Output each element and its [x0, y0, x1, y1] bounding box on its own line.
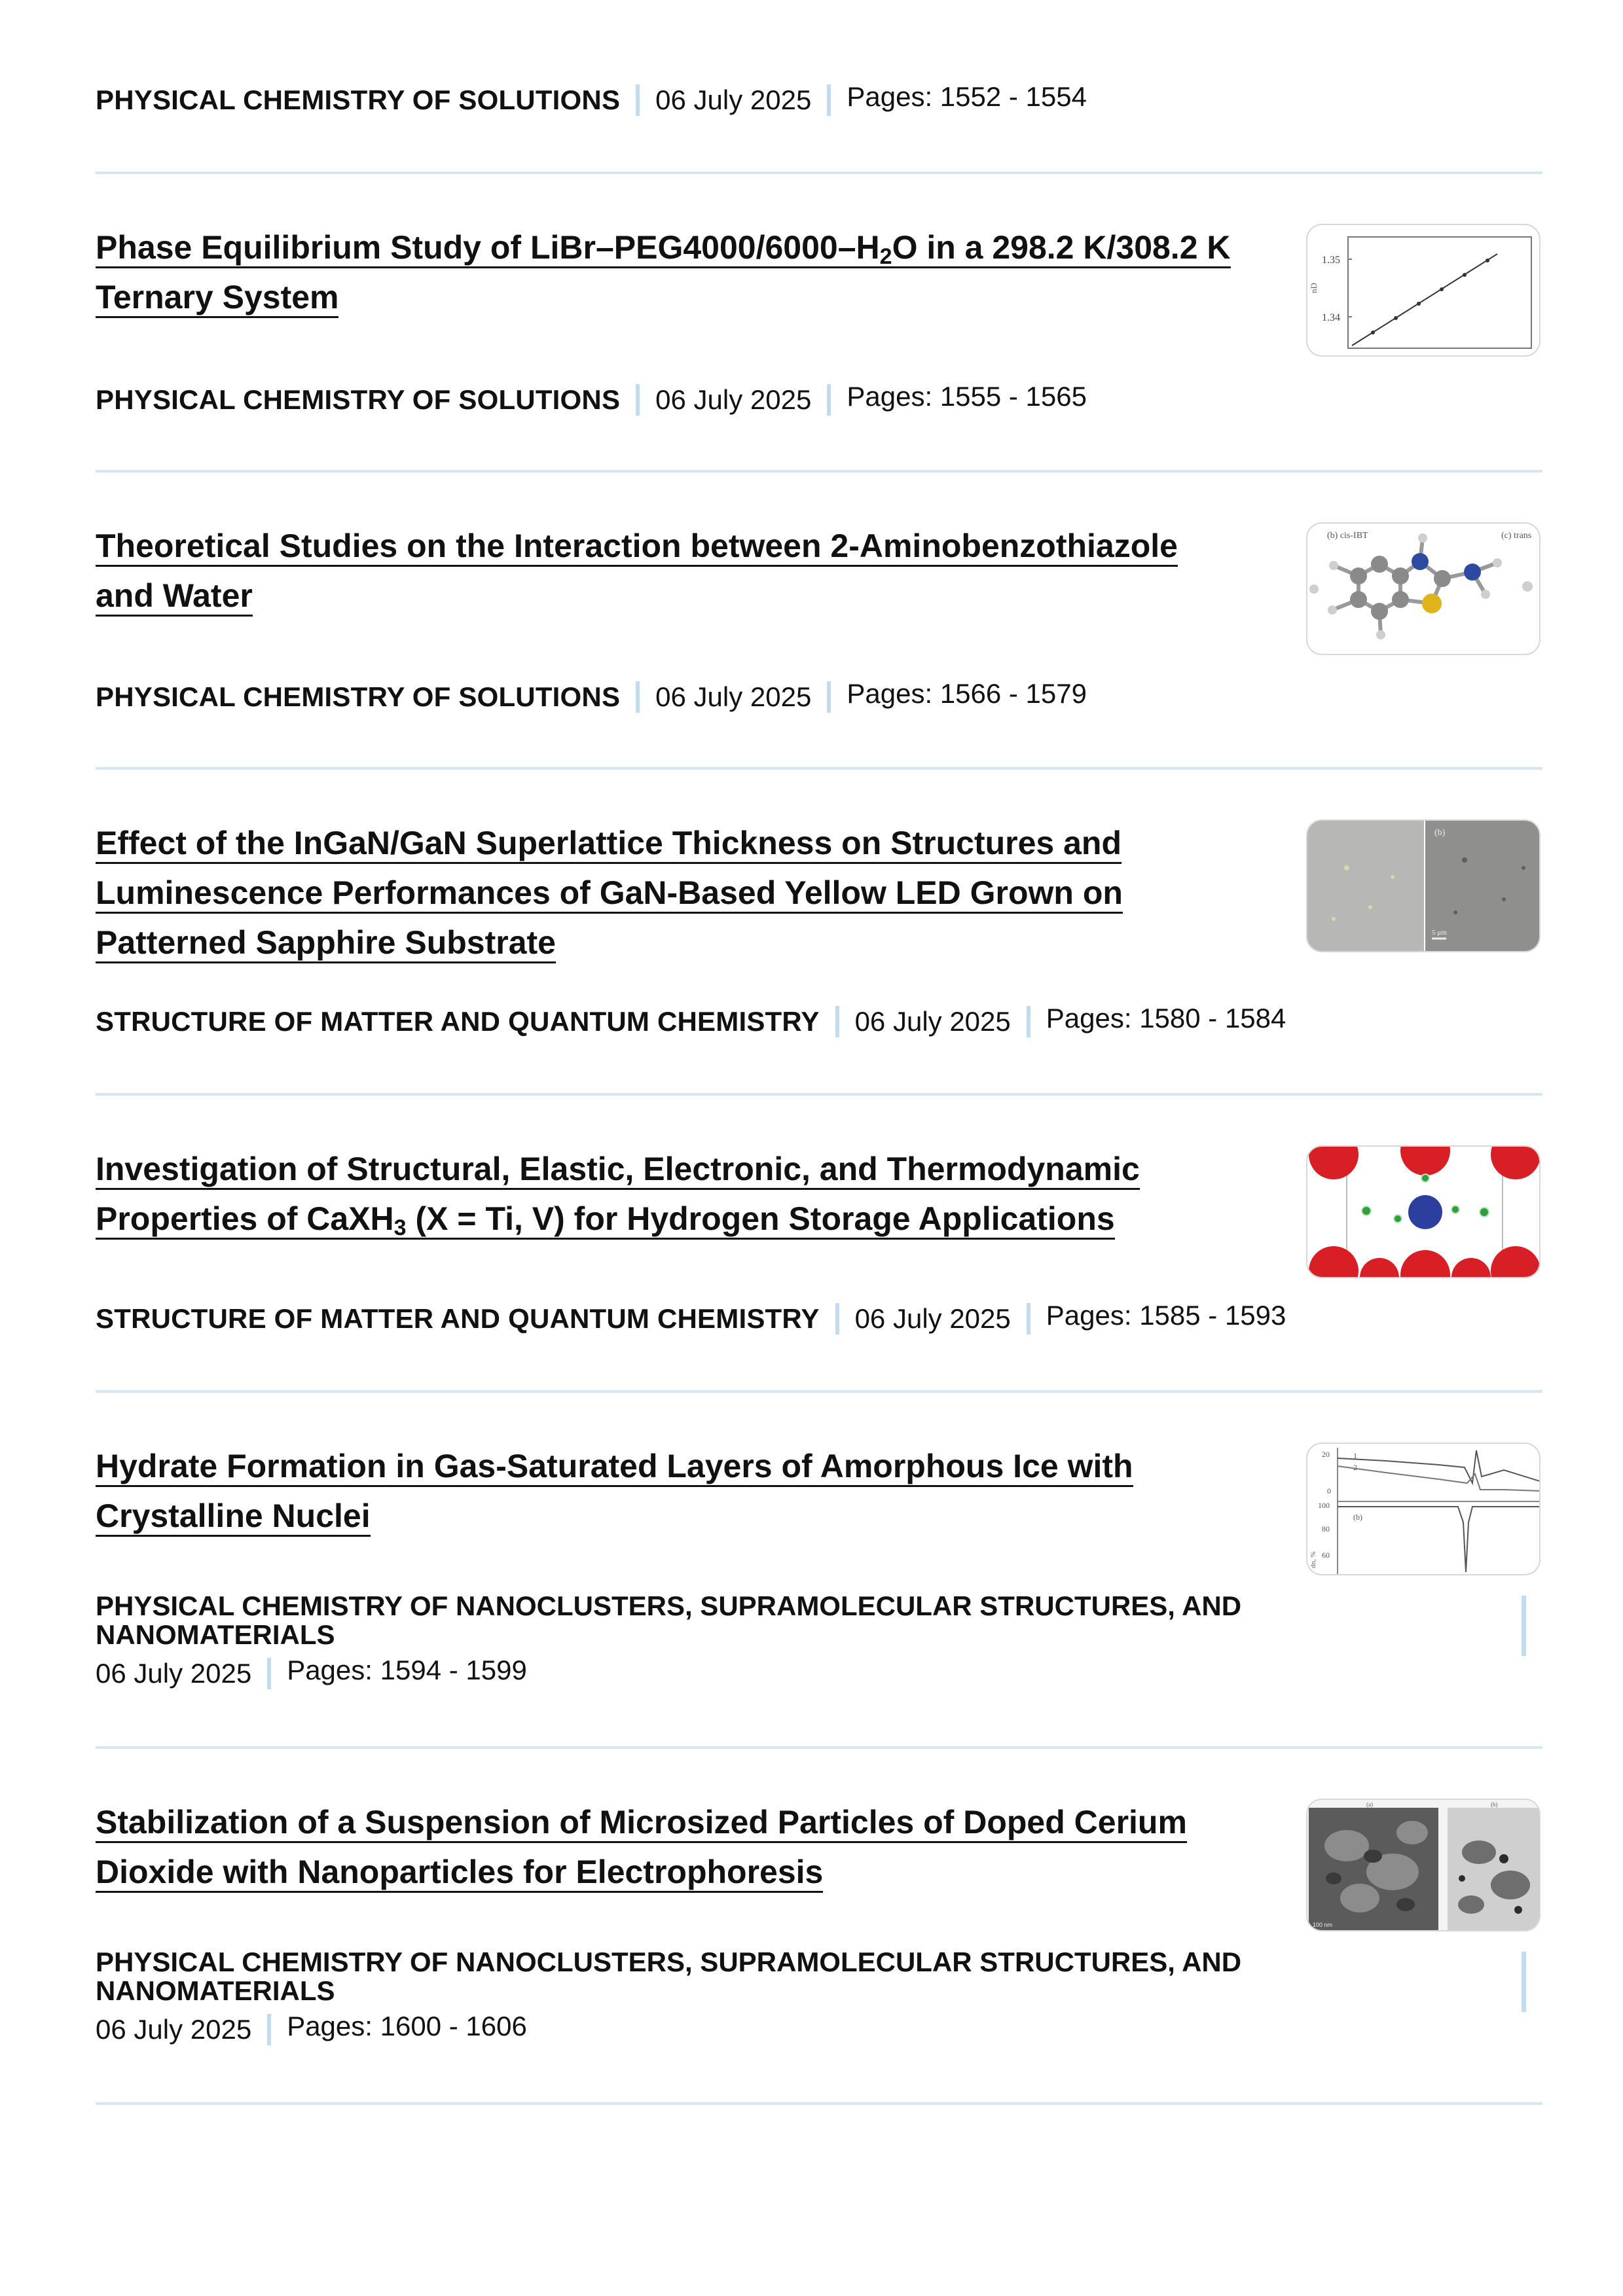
scale-label: 5 μm [1432, 929, 1447, 937]
article-date: 06 July 2025 [854, 1006, 1011, 1037]
y-axis-label: nD [1309, 283, 1319, 293]
article-divider [96, 767, 1542, 770]
article-category[interactable]: PHYSICAL CHEMISTRY OF SOLUTIONS [96, 84, 621, 115]
article-meta [96, 381, 1087, 416]
meta-separator [827, 681, 831, 713]
meta-separator [267, 1658, 271, 1689]
article-category[interactable]: PHYSICAL CHEMISTRY OF NANOCLUSTERS, SUPRAMOLECULAR STRUCTURES, AND NANOMATERIALS [96, 1946, 1242, 2006]
meta-separator [835, 1006, 839, 1037]
meta-separator [636, 84, 640, 116]
article-title-link[interactable]: Effect of the InGaN/GaN Superlattice Thickness on Structures and [96, 825, 1122, 864]
meta-separator [1522, 1596, 1526, 1656]
article-title-link[interactable]: Dioxide with Nanoparticles for Electrophoresis [96, 1854, 823, 1893]
article-title-link[interactable]: Stabilization of a Suspension of Microsized Particles of Doped Cerium [96, 1804, 1187, 1843]
meta-separator [1027, 1006, 1030, 1037]
article-divider [96, 1093, 1542, 1096]
meta-separator [267, 2014, 271, 2045]
article-pages: Pages: 1552 - 1554 [847, 81, 1087, 112]
article-title-link[interactable]: Crystalline Nuclei [96, 1498, 371, 1537]
article-thumbnail[interactable] [1306, 819, 1541, 952]
article-divider [96, 2102, 1542, 2105]
article-pages: Pages: 1585 - 1593 [1046, 1300, 1286, 1331]
article-title [96, 1144, 1140, 1244]
article-title-link[interactable]: Patterned Sapphire Substrate [96, 924, 556, 963]
article-meta [96, 1592, 1241, 1690]
y-tick-label: 1.34 [1322, 312, 1340, 323]
meta-separator [1027, 1303, 1030, 1335]
article-category[interactable]: PHYSICAL CHEMISTRY OF NANOCLUSTERS, SUPRAMOLECULAR STRUCTURES, AND NANOMATERIALS [96, 1590, 1242, 1650]
scale-label: 100 nm [1313, 1922, 1333, 1928]
panel-label: (b) [1491, 1801, 1498, 1808]
article-category[interactable]: STRUCTURE OF MATTER AND QUANTUM CHEMISTRY [96, 1006, 820, 1037]
article-pages: Pages: 1594 - 1599 [287, 1655, 527, 1685]
article-thumbnail[interactable] [1306, 224, 1541, 357]
tick-label: 100 [1318, 1501, 1330, 1510]
curve-label: 2 [1353, 1463, 1357, 1472]
article-category[interactable]: PHYSICAL CHEMISTRY OF SOLUTIONS [96, 384, 621, 415]
panel-label: (b) [1434, 828, 1446, 838]
article-title [96, 818, 1123, 967]
article-thumbnail[interactable] [1306, 1145, 1541, 1278]
tick-label: 0 [1327, 1486, 1331, 1496]
article-category[interactable]: STRUCTURE OF MATTER AND QUANTUM CHEMISTRY [96, 1303, 820, 1334]
tick-label: 20 [1322, 1450, 1330, 1459]
axis-label: dn, % [1309, 1551, 1317, 1568]
article-date: 06 July 2025 [96, 1658, 252, 1689]
article-title-link[interactable]: Ternary System [96, 279, 338, 318]
article-category[interactable]: PHYSICAL CHEMISTRY OF SOLUTIONS [96, 681, 621, 712]
article-title-link[interactable]: Hydrate Formation in Gas-Saturated Layers of Amorphous Ice with [96, 1448, 1133, 1487]
tick-label: 80 [1322, 1524, 1330, 1534]
article-title-link[interactable]: Phase Equilibrium Study of LiBr–$PEG4000/6000-H_2O$ in a 298.2 K/308.2 K [96, 229, 1231, 269]
article-meta [96, 1948, 1241, 2046]
article-divider [96, 1746, 1542, 1749]
article-title-link[interactable]: Theoretical Studies on the Interaction between 2-Aminobenzothiazole [96, 528, 1178, 567]
article-meta [96, 678, 1087, 713]
article-meta [96, 1302, 1286, 1335]
article-title [96, 521, 1178, 620]
article-title [96, 1441, 1133, 1541]
article-title [96, 1797, 1187, 1897]
article-date: 06 July 2025 [655, 681, 812, 712]
meta-separator [835, 1303, 839, 1335]
article-pages: Pages: 1566 - 1579 [847, 678, 1087, 709]
article-thumbnail[interactable] [1306, 1799, 1541, 1931]
article-title-link[interactable]: and Water [96, 577, 253, 617]
article-date: 06 July 2025 [854, 1303, 1011, 1334]
y-tick-label: 1.35 [1322, 255, 1340, 266]
curve-label: 1 [1353, 1451, 1357, 1460]
article-meta [96, 1005, 1286, 1038]
meta-separator [636, 681, 640, 713]
article-thumbnail[interactable] [1306, 522, 1541, 655]
meta-separator [1522, 1952, 1526, 2012]
panel-label: (b) [1353, 1513, 1362, 1522]
panel-label: (c) trans [1501, 531, 1532, 541]
meta-separator [827, 384, 831, 416]
meta-separator [827, 84, 831, 116]
article-title-link[interactable]: Luminescence Performances of GaN-Based Yellow LED Grown on [96, 874, 1123, 914]
article-divider [96, 1390, 1542, 1393]
article-date: 06 July 2025 [655, 84, 812, 115]
article-title-link[interactable]: Investigation of Structural, Elastic, Electronic, and Thermodynamic [96, 1151, 1140, 1190]
article-title [96, 223, 1231, 322]
article-pages: Pages: 1555 - 1565 [847, 381, 1087, 412]
tick-label: 60 [1322, 1551, 1330, 1560]
panel-label: (b) cis-IBT [1327, 531, 1368, 541]
article-pages: Pages: 1580 - 1584 [1046, 1003, 1286, 1033]
article-title-link[interactable]: Properties of CaXH$_3$ (X = Ti, V) for Hydrogen Storage Applications [96, 1200, 1115, 1240]
article-date: 06 July 2025 [96, 2014, 252, 2045]
article-divider [96, 171, 1542, 174]
panel-label: (a) [1366, 1801, 1373, 1808]
article-thumbnail[interactable] [1306, 1443, 1541, 1575]
article-meta [96, 81, 1087, 117]
article-date: 06 July 2025 [655, 384, 812, 415]
article-pages: Pages: 1600 - 1606 [287, 2011, 527, 2041]
article-divider [96, 470, 1542, 473]
meta-separator [636, 384, 640, 416]
